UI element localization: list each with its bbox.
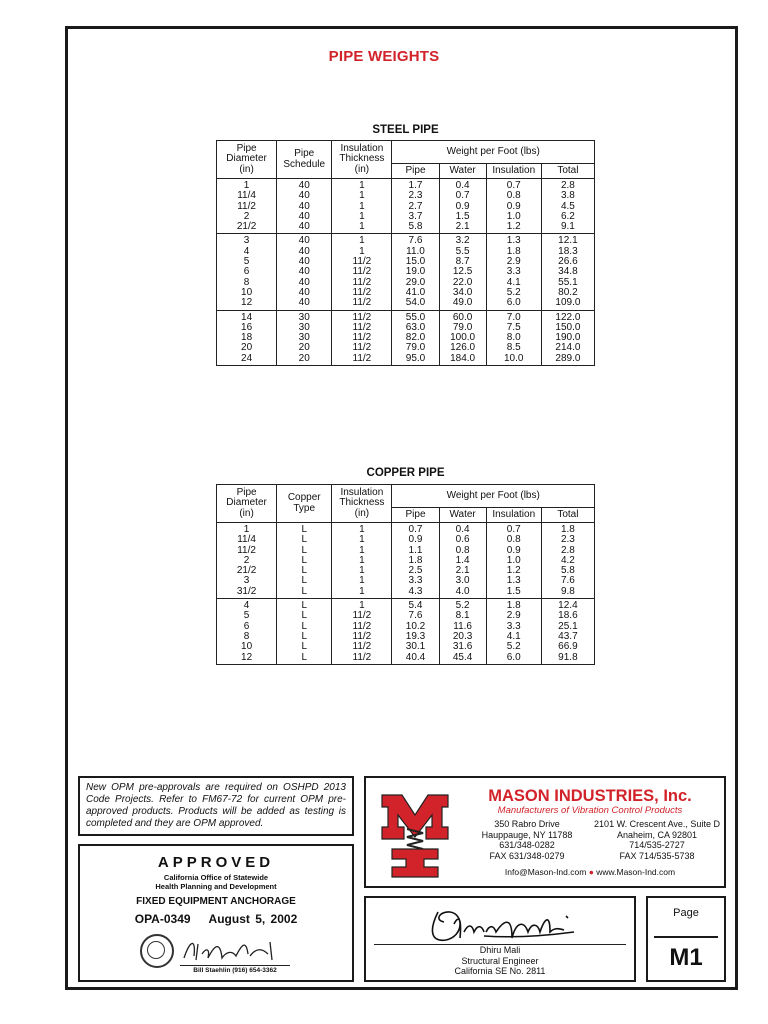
header-insulation-thickness: Insulation Thickness (in) (332, 141, 392, 179)
cell-total: 1.8 2.3 2.8 4.2 5.8 7.6 9.8 (541, 523, 594, 599)
header-pipe: Pipe (392, 508, 439, 523)
company-contact: Info@Mason-Ind.com ● www.Mason-Ind.com (504, 867, 676, 877)
table-row (217, 599, 595, 665)
header-insulation-thickness: Insulation Thickness (in) (332, 485, 392, 523)
table-row (217, 234, 595, 310)
cell-col2: 40 40 40 40 40 (277, 179, 332, 234)
approval-number: OPA-0349 August 5, 2002 (134, 912, 298, 926)
cell-col2: L L L L L L L (277, 523, 332, 599)
approval-signature-icon (180, 934, 290, 964)
cell-pipe: 55.0 63.0 82.0 79.0 95.0 (392, 310, 439, 365)
header-water: Water (439, 508, 486, 523)
cell-diameter: 3 4 5 6 8 10 12 (217, 234, 277, 310)
company-name: MASON INDUSTRIES, Inc. (488, 787, 692, 805)
approval-type: FIXED EQUIPMENT ANCHORAGE (136, 896, 296, 907)
mason-mi-logo-icon (380, 789, 450, 879)
cell-water: 5.2 8.1 11.6 20.3 31.6 45.4 (439, 599, 486, 665)
state-seal-icon (140, 934, 174, 968)
cell-insulation: 1 1 11/2 11/2 11/2 11/2 11/2 (332, 234, 392, 310)
header-type: Copper Type (277, 485, 332, 523)
header-water: Water (439, 164, 486, 179)
steel-pipe-title: STEEL PIPE (372, 124, 439, 136)
steel-pipe-table (216, 140, 595, 366)
cell-insul: 7.0 7.5 8.0 8.5 10.0 (486, 310, 541, 365)
page-number: M1 (654, 936, 718, 972)
header-total: Total (541, 164, 594, 179)
header-insul: Insulation (486, 164, 541, 179)
table-row (217, 523, 595, 599)
company-address-ny: 350 Rabro Drive Hauppauge, NY 11788 631/348-0282 FAX 631/348-0279 (481, 819, 573, 861)
cell-insul: 1.3 1.8 2.9 3.3 4.1 5.2 6.0 (486, 234, 541, 310)
engineer-box (364, 896, 636, 982)
cell-insul: 0.7 0.8 0.9 1.0 1.2 (486, 179, 541, 234)
approval-title: APPROVED (157, 854, 275, 871)
cell-insul: 1.8 2.9 3.3 4.1 5.2 6.0 (486, 599, 541, 665)
opm-note: New OPM pre-approvals are required on OSHPD 2013 Code Projects. Refer to FM67-72 for current OPM pre-approved products. Products will be added as testing is completed and they are OPM approved. (78, 776, 354, 836)
header-diameter: Pipe Diameter (in) (217, 485, 277, 523)
cell-water: 0.4 0.6 0.8 1.4 2.1 3.0 4.0 (439, 523, 486, 599)
cell-insulation: 11/2 11/2 11/2 11/2 11/2 (332, 310, 392, 365)
header-weight-per-foot: Weight per Foot (lbs) (392, 141, 595, 164)
header-schedule: Pipe Schedule (277, 141, 332, 179)
approval-office: California Office of Statewide Health Planning and Development (155, 873, 277, 891)
engineer-credentials: Dhiru Mali Structural Engineer California SE No. 2811 (454, 945, 546, 976)
approval-signer: Bill Staehlin (916) 654-3362 (180, 965, 290, 974)
table-row (217, 179, 595, 234)
cell-water: 0.4 0.7 0.9 1.5 2.1 (439, 179, 486, 234)
cell-diameter: 1 11/4 11/2 2 21/2 (217, 179, 277, 234)
header-pipe: Pipe (392, 164, 439, 179)
company-tagline: Manufacturers of Vibration Control Products (497, 805, 683, 816)
cell-col2: 30 30 30 20 20 (277, 310, 332, 365)
cell-diameter: 14 16 18 20 24 (217, 310, 277, 365)
company-email[interactable]: Info@Mason-Ind.com (504, 867, 587, 877)
engineer-signature-icon (424, 902, 582, 948)
cell-pipe: 1.7 2.3 2.7 3.7 5.8 (392, 179, 439, 234)
cell-diameter: 1 11/4 11/2 2 21/2 3 31/2 (217, 523, 277, 599)
cell-insulation: 1 1 1 1 1 (332, 179, 392, 234)
cell-col2: L L L L L L (277, 599, 332, 665)
cell-pipe: 0.7 0.9 1.1 1.8 2.5 3.3 4.3 (392, 523, 439, 599)
header-weight-per-foot: Weight per Foot (lbs) (392, 485, 595, 508)
cell-insulation: 1 11/2 11/2 11/2 11/2 11/2 (332, 599, 392, 665)
cell-pipe: 5.4 7.6 10.2 19.3 30.1 40.4 (392, 599, 439, 665)
approval-box (78, 844, 354, 982)
page-label: Page (673, 907, 699, 919)
cell-col2: 40 40 40 40 40 40 40 (277, 234, 332, 310)
table-row (217, 310, 595, 365)
page-title: PIPE WEIGHTS (328, 48, 440, 65)
cell-water: 60.0 79.0 100.0 126.0 184.0 (439, 310, 486, 365)
copper-pipe-table (216, 484, 595, 665)
company-box (364, 776, 726, 888)
cell-diameter: 4 5 6 8 10 12 (217, 599, 277, 665)
header-diameter: Pipe Diameter (in) (217, 141, 277, 179)
cell-total: 122.0 150.0 190.0 214.0 289.0 (541, 310, 594, 365)
copper-pipe-title: COPPER PIPE (366, 467, 445, 479)
cell-insulation: 1 1 1 1 1 1 1 (332, 523, 392, 599)
page-number-box (646, 896, 726, 982)
cell-total: 12.1 18.3 26.6 34.8 55.1 80.2 109.0 (541, 234, 594, 310)
cell-pipe: 7.6 11.0 15.0 19.0 29.0 41.0 54.0 (392, 234, 439, 310)
cell-total: 12.4 18.6 25.1 43.7 66.9 91.8 (541, 599, 594, 665)
header-total: Total (541, 508, 594, 523)
header-insul: Insulation (486, 508, 541, 523)
cell-insul: 0.7 0.8 0.9 1.0 1.2 1.3 1.5 (486, 523, 541, 599)
cell-total: 2.8 3.8 4.5 6.2 9.1 (541, 179, 594, 234)
company-address-ca: 2101 W. Crescent Ave., Suite D Anaheim, CA 92801 714/535-2727 FAX 714/535-5738 (594, 819, 720, 861)
cell-water: 3.2 5.5 8.7 12.5 22.0 34.0 49.0 (439, 234, 486, 310)
company-website[interactable]: www.Mason-Ind.com (596, 867, 676, 877)
